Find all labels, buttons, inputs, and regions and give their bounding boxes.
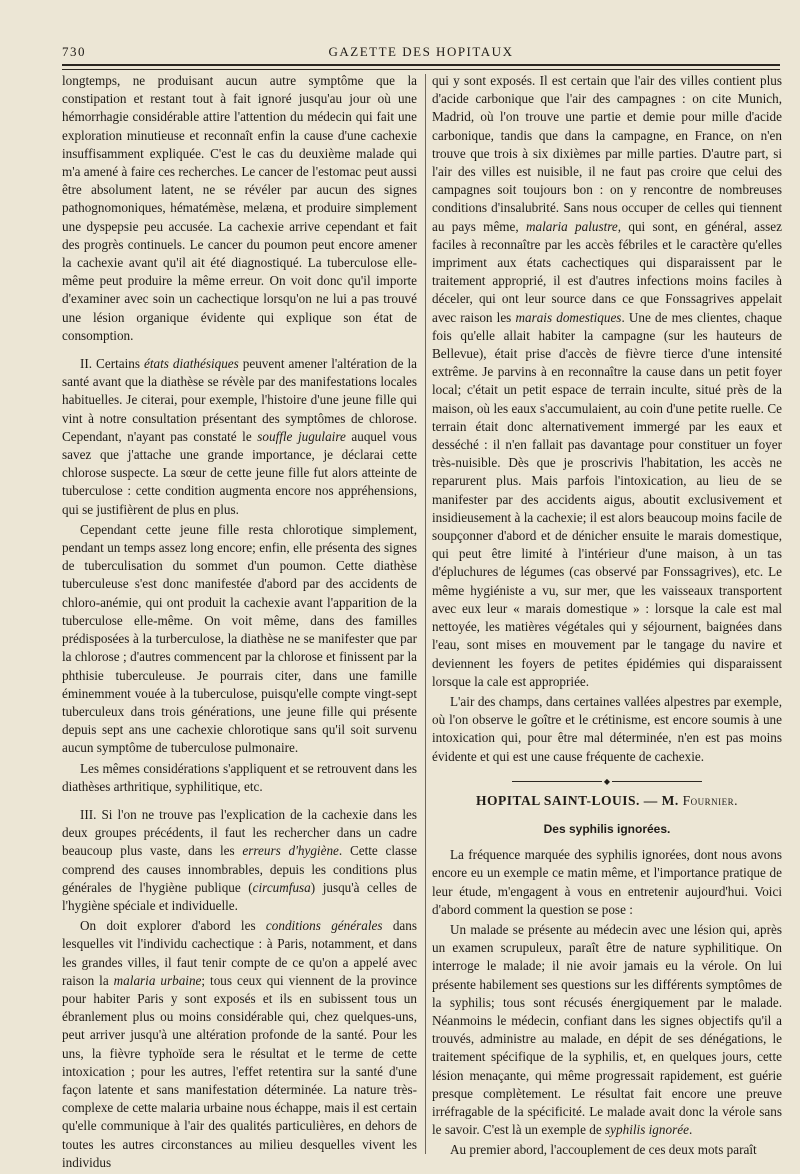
text-run: ; tous ceux qui viennent de la province pour habiter Paris y sont exposés et ils en subissent tous un ébranlement plus ou moins considérable qui, chez quelques-uns, peut arriver jusqu'à une altération profonde de la santé. Pour les uns, la fièvre typhoïde sera le résultat et le terme de cette intoxication ; pour les autres, l'effet retentira sur la santé d'une façon latente et sans manifestation déterminée. La nature très-complexe de cette malaria urbaine nous échappe, mais il est certain qu'elle communique à l'air des qualités particulières, en dehors de toutes les autres circonstances au milieu desquelles vivent les individus <box>62 972 417 1170</box>
section-separator: ◆ <box>432 772 782 780</box>
text-run: Un malade se présente au médecin avec une lésion qui, après un examen scrupuleux, paraît être de nature syphilitique. On interroge le malade; il nie avoir jamais eu la vérole. On lui présente habilement ses questions sur les différents symptômes de la syphilis; tous sont récusés énergiquement par le malade. Néanmoins le médecin, confiant dans les signes objectifs qu'il a trouvés, administre au malade, en dépit de ses dénégations, le traitement spécifique de la syphilis, et, en quelques jours, cette lésion menaçante, qui même progressait rapidement, est guérie presque complètement. Le résultat fait encore une preuve irréfragable de la spécificité. Le malade avait donc la vérole sans le savoir. C'est là un exemple de <box>432 921 782 1138</box>
section-author: Fournier. <box>682 792 738 808</box>
paragraph <box>62 806 417 915</box>
paragraph <box>62 355 417 519</box>
paragraph <box>432 72 782 691</box>
text-run: dans lesquelles vit l'individu cachectique : à Paris, notamment, et dans les grandes villes, il faut tenir compte de ce qu'on a appelé avec raison la <box>62 918 417 988</box>
paragraph <box>432 1141 782 1159</box>
section-title <box>432 792 782 810</box>
column-divider <box>425 74 426 1154</box>
text-run: peuvent amener l'altération de la santé avant que la diathèse se révèle par des manifestations locales habituelles. Je citerai, pour exemple, l'histoire d'une jeune fille qui vint à notre consultation présentant des symptômes de chlorose. Cependant, n'ayant pas constaté le <box>62 356 417 444</box>
text-run: . Une de mes clientes, chaque fois qu'elle allait habiter la campagne (sur les hauteurs de Bellevue), était prise d'accès de fièvre tierce d'une intensité extrême. Je parvins à en reconnaître la cause dans un petit foyer local; c'était un petit espace de terrain inculte, situé près de la maison, où les eaux s'accumulaient, au coin d'une petite ruelle. Ce terrain était donc alternativement immergé par les eaux et desséché : il n'en fallait pas davantage pour constituer un foyer très-nuisible. Dès que je proscrivis l'habitation, les accès ne reparurent plus. Mais parfois l'intoxication, au lieu de se manifester par des accidents aigus, aboutit exclusivement et insidieusement à la cachexie; il est alors beaucoup moins facile de soupçonner d'abord et de dénicher ensuite le marais domestique, qui peut être limité à l'intérieur d'une maison, à un tas d'épluchures de légumes (cas observé par Fonssagrives), etc. Le même hygiéniste a vu, sur mer, que les vaisseaux transportent avec eux leur « marais domestique » : lorsque la cale est mal nettoyée, les matières végétales qui y séjournent, baignées dans l'eau, sont mises en mouvement par le tangage du navire et deviennent les foyers de petites épidémies qui disparaissent lorsque la cale est appropriée. <box>432 309 783 689</box>
journal-title: GAZETTE DES HOPITAUX <box>328 44 514 59</box>
text-run: longtemps, ne produisant aucun autre symptôme que la constipation et restant tout à fait ignoré jusqu'au jour où une hémorrhagie considérable attire l'attention du médecin qui fait une exploration minutieuse et reconnaît enfin la cause d'une cachexie insuffisamment expliquée. C'est le cas du deuxième malade qui m'a amené à faire ces recherches. Le cancer de l'estomac peut aussi être absolument latent, ne se révéler par aucun des signes pathognomoniques, hématémèse, melæna, et produire simplement une dyspepsie peu accusée. La cachexie arrive cependant et fait des progrès continuels. Le cancer du poumon peut encore amener la cachexie avant qu'il ait été diagnostiqué. La tuberculose elle-même peut produire la même erreur. On voit donc qu'il importe d'examiner avec soin un cachectique lorsqu'on ne lui a pas trouvé une lésion organique évidente qui explique son état de consomption. <box>62 73 417 343</box>
left-column <box>62 72 417 1174</box>
text-run: Cependant cette jeune fille resta chlorotique simplement, pendant un temps assez long encore; enfin, elle présenta des signes de tuberculisation du sommet d'un poumon. Cette diathèse tuberculeuse s'est donc manifestée d'abord par des accidents de chloro-anémie, qui ont produit la cachexie avant l'apparition de la tuberculose elle-même. On voit même, dans des familles prédisposées à la turberculose, la diathèse ne se manifester que par la chlorose ; d'autres commencent par la chlorose et finissent par la phthisie tuberculeuse. Je pourrais citer, dans une famille éminemment vouée à la tuberculose, puisqu'elle compte vingt-sept tuberculeux dans trois générations, une jeune fille qui présente depuis sept ans une cachexie chlorotique sans qu'il soit survenu aucun symptôme de tuberculose pulmonaire. <box>62 521 417 756</box>
header-rule <box>62 64 780 70</box>
italic-term: circumfusa <box>252 879 311 895</box>
text-run: ) jusqu'à celles de l'hygiène spéciale et individuelle. <box>62 879 418 913</box>
text-run: II. Certains <box>80 356 144 372</box>
text-run: III. Si l'on ne trouve pas l'explication de la cachexie dans les deux groupes précédents, il faut les rechercher dans un cadre beaucoup plus vaste, dans les <box>62 806 417 859</box>
text-run: . <box>688 1122 693 1138</box>
italic-term: conditions générales <box>265 918 383 934</box>
italic-term: malaria urbaine <box>113 972 202 988</box>
italic-term: malaria palustre <box>525 218 618 234</box>
italic-term: syphilis ignorée <box>605 1122 689 1138</box>
text-run: La fréquence marquée des syphilis ignorées, dont nous avons encore eu un exemple ce matin même, et l'importance pratique de leur étude, m'engagent à vous en entretenir aujourd'hui. Voici d'abord comment la question se pose : <box>432 847 782 917</box>
paragraph <box>62 917 417 1172</box>
italic-term: souffle jugulaire <box>257 428 346 444</box>
paragraph <box>62 521 417 758</box>
italic-term: états diathésiques <box>143 356 239 372</box>
text-run: . Cette classe comprend des causes innombrables, depuis les conditions plus générales de l'hygiène publique ( <box>62 843 417 895</box>
text-run: , qui sont, en général, assez faciles à reconnaître par les accès fébriles et le caractère qu'elles impriment aux états cachectiques qui disparaissent par le traitement approprié, il est d'autres infections moins faciles à déceler, qui ont leur source dans ce que Fonssagrives appelait avec raison les <box>432 218 782 325</box>
paragraph <box>62 72 417 345</box>
page-number: 730 <box>62 44 86 59</box>
text-run: L'air des champs, dans certaines vallées alpestres par exemple, où l'on observe le goître et le crétinisme, est encore soumis à une intoxication qui, pour être mal déterminée, n'en est pas moins évidente et qui est une cause fréquente de cachexie. <box>432 693 782 764</box>
paragraph <box>432 921 782 1139</box>
paragraph <box>62 760 417 796</box>
italic-term: erreurs d'hygiène <box>242 843 339 859</box>
section-subtitle: Des syphilis ignorées. <box>543 821 671 836</box>
page-header <box>62 42 780 62</box>
paragraph <box>432 846 782 919</box>
text-run: qui y sont exposés. Il est certain que l'air des villes contient plus d'acide carbonique que l'air des campagnes : on cite Munich, Madrid, où l'on trouve une partie et demie pour mille d'acide carbonique, tandis que dans la campagne, en France, on n'en trouve que trois à six dixièmes par mille parties. D'autre part, si l'air des villes est nuisible, il ne faut pas croire que celui des campagnes soit toujours bon : on y rencontre de nombreuses conditions d'insalubrité. Sans nous occuper de celles qui tiennent au pays même, <box>432 73 782 234</box>
text-run: Au premier abord, l'accouplement de ces deux mots paraît <box>450 1142 757 1158</box>
paragraph <box>432 693 782 766</box>
section-heading-text: HOPITAL SAINT-LOUIS. — M. <box>476 792 683 808</box>
italic-term: marais domestiques <box>515 309 622 325</box>
text-run: On doit explorer d'abord les <box>80 918 266 934</box>
text-run: Les mêmes considérations s'appliquent et se retrouvent dans les diathèses arthritique, syphilitique, etc. <box>62 760 417 794</box>
text-run: auquel vous savez que j'attache une grande importance, je déclarai cette chlorose suspecte. La sœur de cette jeune fille fut alors atteinte de tuberculose : cette condition augmenta encore nos appréhensions, qui se justifièrent de plus en plus. <box>62 428 417 517</box>
right-column <box>432 72 782 1162</box>
